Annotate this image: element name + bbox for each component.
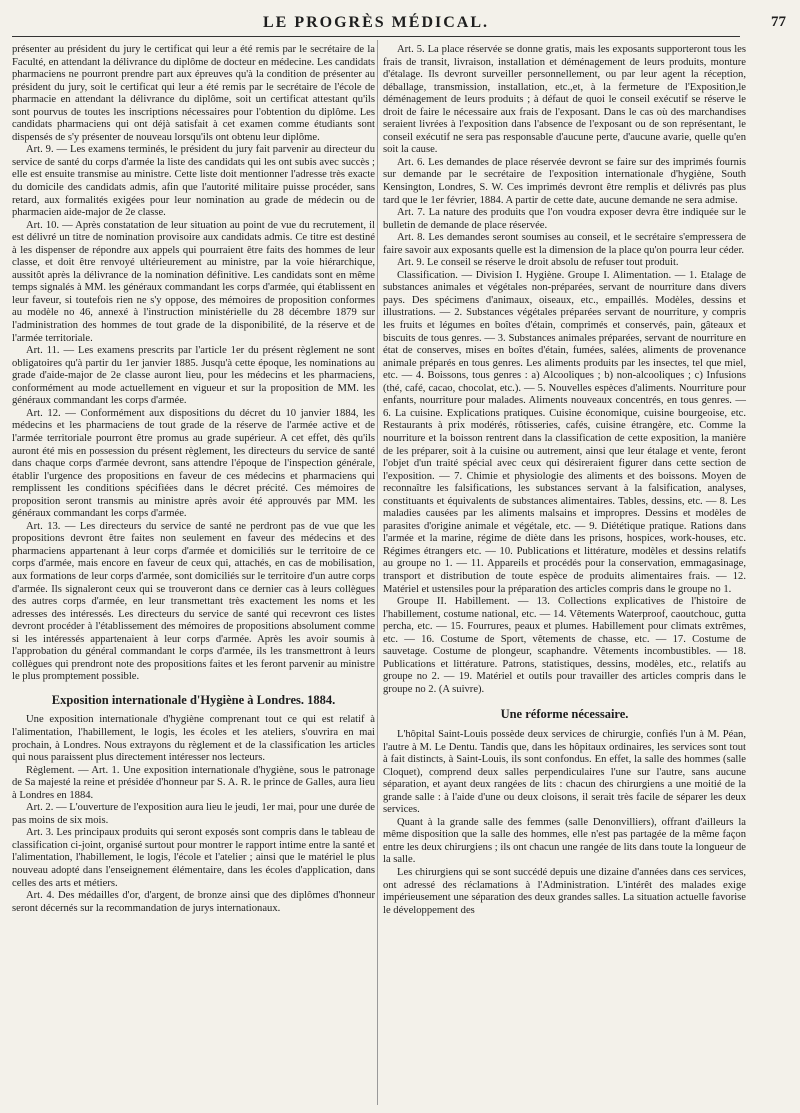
paragraph: Art. 9. — Les examens terminés, le président du jury fait parvenir au directeur du service de santé du corps d'armée la liste des candidats qui les ont subis avec succès ; elle est ensuite transmise au ministre. Cette liste doit mentionner l'adresse très exacte du domicile des candidats admis, afin que l'autorité militaire puisse procéder, sans retard, aux formalités exigées pour leur nomination au grade de médecin ou de pharmacien aide-major de 2e classe. [12, 144, 375, 219]
paragraph: Art. 10. — Après constatation de leur situation au point de vue du recrutement, il est délivré un titre de nomination provisoire aux candidats admis. Ce titre est destiné à les dispenser de répondre aux appels qui pourraient être faits des hommes de leur classe, et doit être renvoyé ultérieurement au ministre, par la voie hiérarchique, aussitôt après la délivrance de la nomination définitive. Les candidats sont en même temps signalés à MM. les généraux commandant les corps d'armée, qui établissent en leur faveur, si toutefois rien ne s'y oppose, des mémoires de proposition conformes au modèle no 46, annexé à l'instruction ministérielle du 28 décembre 1879 sur l'administration des hommes de tout grade de la disponibilité, de la réserve et de l'armée territoriale. [12, 219, 375, 344]
paragraph: Art. 13. — Les directeurs du service de santé ne perdront pas de vue que les propositions devront être faites non seulement en faveur des médecins et des pharmaciens appartenant à leur corps d'armée et domiciliés sur le territoire de ce corps d'armée, mais encore en faveur de ceux qui, attachés, en cas de mobilisation, aux formations de leur corps d'armée, sont domiciliés sur le territoire d'un autre corps d'armée. Ils signaleront ceux qui se trouveront dans ce dernier cas à leurs collègues des autres corps d'armée, en leur transmettant très exactement les noms et les adresses des intéressés. Les directeurs du service de santé qui recevront ces listes devront procéder à l'établissement des mémoires de propositions absolument comme si les intéressés appartenaient à leur corps d'armée. Après les avoir soumis à l'approbation du général commandant le corps d'armée, ils les transmettront à leurs collègues qui prendront note des propositions faites et les feront parvenir au ministre le plus promptement possible. [12, 520, 375, 683]
paragraph: Art. 11. — Les examens prescrits par l'article 1er du présent règlement ne sont obligatoires qu'à partir du 1er janvier 1885. Jusqu'à cette époque, les nominations au grade d'aide-major de 2e classe auront lieu, pour les médecins et les pharmaciens, conformément au mode actuellement en vigueur et sur la proposition de MM. les généraux commandant les corps d'armée. [12, 345, 375, 407]
paragraph: Règlement. — Art. 1. Une exposition internationale d'hygiène, sous le patronage de Sa majesté la reine et présidée d'honneur par S. A. R. le prince de Galles, aura lieu à Londres en 1884. [12, 764, 375, 801]
classification-paragraph: Classification. — Division I. Hygiène. Groupe I. Alimentation. — 1. Etalage de substances animales et végétales non-préparées, servant de nourriture dans divers pays. Des spécimens d'animaux, oiseaux, etc., empaillés. Modèles, dessins et illustrations. — 2. Substances végétales préparées servant de nourriture, y compris les fruits et légumes en boîtes d'étain, comprimés et conservés, pain, gâteaux et biscuits de tous genres. — 3. Substances animales préparées, servant de nourriture en état de conserves, mises en boîtes d'étain, fumées, salées, aliments de provenance animale préparés en tous genres. Les aliments produits par les insectes, tel que miel, etc. — 4. Boissons, tous genres : a) Alcooliques ; b) non-alcooliques ; c) Infusions (thé, café, cacao, chocolat, etc.). — 5. Nouvelles espèces d'aliments. Nourriture pour enfants, nourriture pour malades. Aliments nouveaux concentrés, en tous genres. — 6. La cuisine. Explications pratiques. Cuisine économique, cuisine bourgeoise, etc. Restaurants à prix modérés, rôtisseries, cafés, cuisine étrangère, etc. Comme la nourriture et la boisson rentrent dans la classification de cette exposition, la manière de les préparer, soit à la cuisine ou autrement, ainsi que leur étalage et vente, feront l'objet d'un traité spécial avec ceux qui désireraient figurer dans cette section de l'exposition. — 7. Chimie et physiologie des aliments et des boissons. Moyen de reconnaître les falsifications, les substances servant à la falsification, analyses, constituants et équivalents de substances alimentaires. Tables, dessins, etc. — 8. Les maladies causées par les aliments malsains et impropres. Dessins et modèles de parasites d'origine animale et végétale, etc. — 9. Diététique pratique. Rations dans l'armée et la marine, régime de diète dans les prisons, hospices, work-houses, etc. Régimes étrangers etc. — 10. Publications et littérature, modèles et dessins relatifs au groupe no 1. — 11. Appareils et procédés pour la conservation, emmagasinage, transport et distribution de toute espèce de produits alimentaires frais. — 12. Matériel et ustensiles pour la préparation des articles compris dans le groupe no 1. [383, 269, 746, 595]
paragraph: Art. 6. Les demandes de place réservée devront se faire sur des imprimés fournis sur demande par le secrétaire de l'exposition internationale d'hygiène, South Kensington, Londres, S. W. Ces imprimés devront être remplis et délivrés pas plus tard que le 1er février, 1884. A partir de cette date, aucune demande ne sera admise. [383, 156, 746, 206]
page-header [12, 14, 786, 37]
paragraph: Art. 2. — L'ouverture de l'exposition aura lieu le jeudi, 1er mai, pour une durée de pas moins de six mois. [12, 802, 375, 826]
left-column [12, 44, 375, 915]
paragraph: Les chirurgiens qui se sont succédé depuis une dizaine d'années dans ces services, ont adressé des réclamations à l'Administration. L'intérêt des malades exige impérieusement une séparation des deux grandes salles. La situation actuelle favorise le développement des [383, 867, 746, 916]
section-title: Exposition internationale d'Hygiène à Londres. 1884. [51, 692, 336, 707]
paragraph: Art. 5. La place réservée se donne gratis, mais les exposants supporteront tous les frais de transit, livraison, installation et déménagement de leurs produits, monture d'étalage. Ils devront surveiller personnellement, ou par leur agent la réception, déballage, transmission, installation, etc.,et, à la fermeture de l'Exposition,le déménagement de leurs produits ; à défaut de quoi le conseil exécutif se réserve le droit de faire le nécessaire aux frais de l'exposant. Dans le cas où des marchandises seraient livrées à l'exposition dans l'absence de l'exposant ou de son représentant, le conseil exécutif ne sera pas responsable d'aucune perte, d'aucune avarie, quelle qu'en soit la cause. [383, 44, 746, 156]
paragraph: Art. 8. Les demandes seront soumises au conseil, et le secrétaire s'empressera de faire savoir aux exposants quelle est la dimension de la place qu'on pourra leur céder. [383, 232, 746, 256]
paragraph: Art. 3. Les principaux produits qui seront exposés sont compris dans le tableau de classification ci-joint, organisé surtout pour montrer le rapport intime entre la santé et l'alimentation, l'habillement, le logis, l'école et l'atelier ; ainsi que le matériel le plus nouveau adopté dans l'enseignement élémentaire, dans les écoles d'application, dans celles des arts et métiers. [12, 827, 375, 889]
column-divider [377, 40, 378, 1105]
paragraph: Une exposition internationale d'hygiène comprenant tout ce qui est relatif à l'alimentation, l'habillement, le logis, les écoles et les ateliers, s'ouvrira en mai prochain, à Londres. Nous extrayons du règlement et de la classification les articles qui nous paraissent plus directement intéresser nos lecteurs. [12, 714, 375, 764]
journal-title: LE PROGRÈS MÉDICAL. [262, 14, 490, 31]
groupe-ii-paragraph: Groupe II. Habillement. — 13. Collections explicatives de l'histoire de l'habillement, costume national, etc. — 14. Vêtements Waterproof, caoutchouc, gutta percha, etc. — 15. Fourrures, peaux et plumes. Habillement pour climats extrêmes, etc. — 16. Costume de Sport, vêtements de chasse, etc. — 17. Costume de sauvetage. Costume de plongeur, scaphandre. Vêtements incombustibles. — 18. Publications et littérature. Patrons, statistiques, dessins, modèles, etc., relatifs au groupe no 2. — 19. Matériel et outils pour travailler des articles compris dans le groupe no 2. (A suivre). [383, 596, 746, 695]
right-column [383, 44, 746, 917]
page-number: 77 [771, 14, 786, 30]
section-title: Une réforme nécessaire. [500, 707, 629, 722]
paragraph: Art. 7. La nature des produits que l'on voudra exposer devra être indiquée sur le bulletin de demande de place réservée. [383, 207, 746, 231]
paragraph: présenter au président du jury le certificat qui leur a été remis par le secrétaire de la Faculté, en attendant la délivrance du diplôme de docteur en médecine. Les candidats pharmaciens ne pourront prendre part aux épreuves qu'à la condition de présenter au président du jury, soit le certificat qui leur a été remis par le secrétaire de l'école de pharmacie en attendant la délivrance du diplôme, soit un certificat attestant qu'ils sont pourvus de toutes les inscriptions nécessaires pour l'obtention du diplôme. Les candidats pharmaciens qui ont déjà satisfait à cet examen comme étudiants sont dispensés de s'y présenter de nouveau lorsqu'ils ont obtenu leur diplôme. [12, 44, 375, 143]
paragraph: L'hôpital Saint-Louis possède deux services de chirurgie, confiés l'un à M. Péan, l'autre à M. Le Dentu. Tandis que, dans les hôpitaux ordinaires, les services sont tout à fait distincts, à Saint-Louis, ils sont confondus. En effet, la salle des hommes (salle Cloquet), comprend deux salles perpendiculaires l'une sur l'autre, sans aucune séparation, et ayant deux rangées de lits : chacun des chirurgiens a une moitié de la grande salle : à l'aide d'une ou deux cloisons, il serait très facile de séparer les deux services. [383, 728, 746, 816]
paragraph: Art. 4. Des médailles d'or, d'argent, de bronze ainsi que des diplômes d'honneur seront décernés sur la recommandation de jurys internationaux. [12, 890, 375, 914]
paragraph: Art. 9. Le conseil se réserve le droit absolu de refuser tout produit. [397, 257, 679, 269]
paragraph: Quant à la grande salle des femmes (salle Denonvilliers), offrant d'ailleurs la même disposition que la salle des hommes, elle n'est pas partagée de la même façon entre les deux chirurgiens ; ils ont chacun une rangée de lits dans toute la longueur de la salle. [383, 816, 746, 866]
paragraph: Art. 12. — Conformément aux dispositions du décret du 10 janvier 1884, les médecins et les pharmaciens de tout grade de la réserve de l'armée active et de l'armée territoriale pourront être promus au grade supérieur. A cet effet, dès qu'ils auront été mis en possession du présent règlement, les directeurs du service de santé dans chaque corps d'armée devront, sans attendre l'époque de l'inspection générale, établir l'urgence des propositions en faveur de ces médecins et pharmaciens qui remplissent les conditions spécifiées dans le décret précité. Ces mémoires de proposition seront transmis au ministre après avoir été approuvés par MM. les généraux commandant les corps d'armée. [12, 407, 375, 520]
